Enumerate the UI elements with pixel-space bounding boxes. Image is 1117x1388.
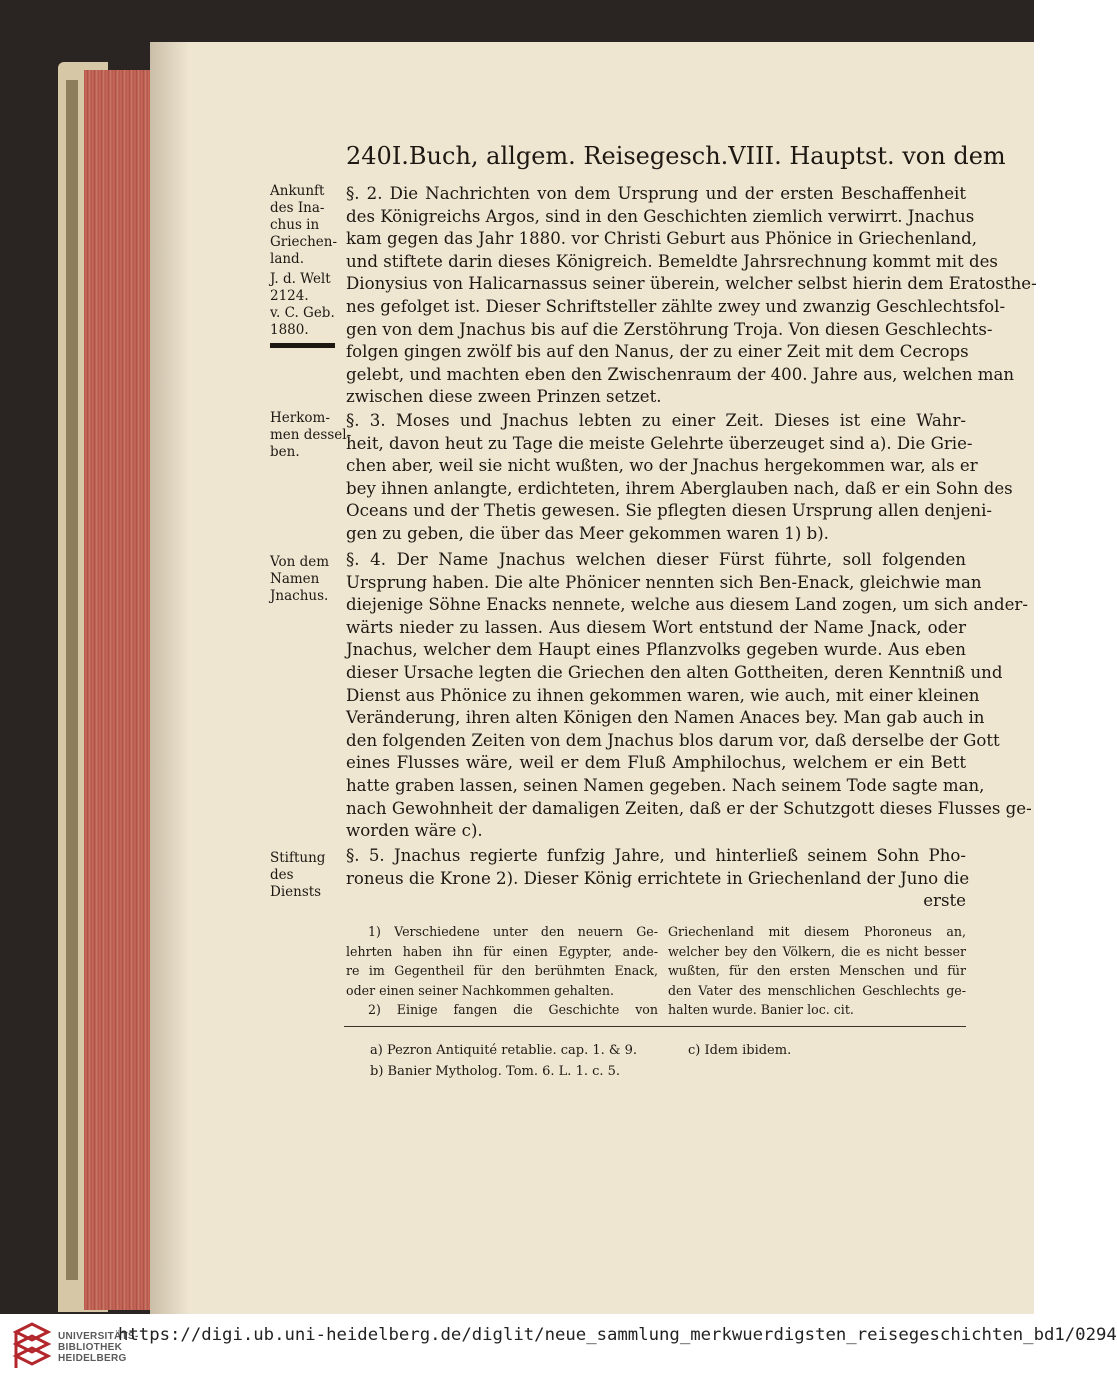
text-line: dieser Ursache legten die Griechen den alten Gottheiten, deren Kenntniß und [346, 662, 1003, 682]
text-line: wärts nieder zu lassen. Aus diesem Wort entstund der Name Jnack, oder [346, 617, 966, 637]
text-line: §. 3. Moses und Jnachus lebten zu einer Zeit. Dieses ist eine Wahr- [346, 411, 966, 430]
gutter-shadow [150, 42, 190, 1314]
text-line: §. 4. Der Name Jnachus welchen dieser Fürst führte, soll folgenden [346, 550, 966, 569]
paragraph-5 [346, 845, 970, 913]
paragraph-3 [346, 410, 1013, 546]
text-line: eines Flusses wäre, weil er dem Fluß Amphilochus, welchem er ein Bett [346, 753, 966, 773]
text-line: nach Gewohnheit der damaligen Zeiten, daß er der Schutzgott dieses Flusses ge- [346, 798, 1032, 818]
footnote-line: wußten, für den ersten Menschen und für [668, 963, 966, 978]
text-line: Oceans und der Thetis gewesen. Sie pflegten diesen Ursprung allen denjeni- [346, 501, 993, 521]
margin-line: Jnachus. [270, 588, 329, 604]
footnote-line: 2) Einige fangen die Geschichte von [368, 1002, 658, 1017]
permalink-url[interactable]: https://digi.ub.uni-heidelberg.de/diglit/neue_sammlung_merkwuerdigsten_reisegeschichten_bd1/0294 [118, 1325, 1117, 1345]
paragraph-4 [346, 549, 1032, 843]
footnote-line: welcher bey den Völkern, die es nicht besser [668, 943, 966, 959]
margin-note-herkommen [270, 410, 352, 461]
running-header [346, 142, 1006, 176]
header-chapter: VIII. Hauptst. von dem [728, 142, 1006, 170]
footnote-line: re im Gegentheil für den berühmten Enack, [346, 963, 658, 978]
margin-line: 2124. [270, 288, 309, 304]
margin-line: 1880. [270, 322, 309, 338]
text-line: chen aber, weil sie nicht wußten, wo der Jnachus hergekommen war, als er [346, 456, 978, 476]
text-line: gen von dem Jnachus bis auf die Zerstöhrung Troja. Von diesen Geschlechts- [346, 319, 993, 339]
text-line: folgen gingen zwölf bis auf den Nanus, der zu einer Zeit mit dem Cecrops [346, 342, 969, 362]
footnote-line: halten wurde. Banier loc. cit. [668, 1002, 854, 1017]
margin-note-namen [270, 554, 345, 605]
text-line: des Königreichs Argos, sind in den Geschichten ziemlich verwirrt. Jnachus [346, 206, 975, 226]
catchword: erste [923, 891, 966, 911]
reference-c: c) Idem ibidem. [688, 1043, 792, 1058]
paragraph-2 [346, 183, 1037, 409]
text-line: Veränderung, ihren alten Königen den Namen Anaces bey. Man gab auch in [346, 708, 985, 728]
margin-line: chus in [270, 217, 320, 233]
margin-line: des [270, 867, 294, 883]
reference-a: a) Pezron Antiquité retablie. cap. 1. & 9. [370, 1043, 637, 1058]
margin-rule [270, 343, 335, 348]
footnotes-left [346, 922, 658, 1020]
margin-line: Diensts [270, 884, 322, 900]
footnote-line: den Vater des menschlichen Geschlechts ge- [668, 982, 966, 998]
header-book-title: I.Buch, allgem. Reisegesch. [391, 142, 729, 170]
margin-line: J. d. Welt [270, 271, 331, 287]
library-logo-icon [10, 1322, 50, 1370]
text-line: hatte graben lassen, seinen Namen gegeben. Nach seinem Tode sagte man, [346, 775, 985, 795]
text-line: diejenige Söhne Enacks nennete, welche aus diesem Land zogen, um sich ander- [346, 595, 1028, 615]
footnote-line: 1) Verschiedene unter den neuern Ge- [368, 924, 658, 939]
text-line: kam gegen das Jahr 1880. vor Christi Geburt aus Phönice in Griechenland, [346, 229, 977, 249]
text-line: roneus die Krone 2). Dieser König errichtete in Griechenland der Juno die [346, 868, 970, 888]
page-number: 240 [346, 142, 392, 170]
footnote-line: Griechenland mit diesem Phoroneus an, [668, 924, 966, 939]
text-line: heit, davon heut zu Tage die meiste Gelehrte überzeuget sind a). Die Grie- [346, 433, 973, 453]
margin-line: Von dem [270, 554, 330, 570]
margin-line: v. C. Geb. [270, 305, 335, 321]
text-line: zwischen diese zween Prinzen setzet. [346, 387, 662, 407]
margin-line: land. [270, 251, 304, 267]
margin-line: Ankunft [270, 183, 325, 199]
library-name-line: HEIDELBERG [58, 1353, 127, 1364]
text-line: gen zu geben, die über das Meer gekommen waren 1) b). [346, 523, 829, 543]
margin-line: men dessel- [270, 427, 352, 443]
text-line: Dienst aus Phönice zu ihnen gekommen waren, wie auch, mit einer kleinen [346, 685, 980, 705]
book-spine-shadow [66, 80, 78, 1280]
text-line: bey ihnen anlangte, erdichteten, ihrem Aberglauben nach, daß er ein Sohn des [346, 478, 1013, 498]
text-line: den folgenden Zeiten von dem Jnachus blos darum vor, daß derselbe der Gott [346, 730, 1000, 750]
text-line: Jnachus, welcher dem Haupt eines Pflanzvolks gegeben wurde. Aus eben [346, 640, 966, 660]
library-name-line: BIBLIOTHEK [58, 1342, 123, 1353]
text-line: §. 2. Die Nachrichten von dem Ursprung und der ersten Beschaffenheit [346, 184, 966, 203]
text-line: worden wäre c). [346, 821, 483, 841]
margin-line: Herkom- [270, 410, 330, 426]
margin-note-stiftung [270, 850, 345, 901]
library-name-line: UNIVERSITÄTS- [58, 1331, 139, 1342]
text-line: Ursprung haben. Die alte Phönicer nennten sich Ben-Enack, gleichwie man [346, 572, 982, 592]
margin-line: Stiftung [270, 850, 326, 866]
footnote-line: lehrten haben ihn für einen Egypter, ande- [346, 943, 658, 959]
text-line: Dionysius von Halicarnassus seiner überein, welcher selbst hierin dem Eratosthe- [346, 274, 1037, 294]
margin-line: des Ina- [270, 200, 325, 216]
margin-line: ben. [270, 444, 300, 460]
margin-line: Namen [270, 571, 320, 587]
footnotes-right [668, 922, 966, 1020]
red-page-edges [84, 70, 154, 1310]
text-line: gelebt, und machten eben den Zwischenraum der 400. Jahre aus, welchen man [346, 364, 1015, 384]
reference-b: b) Banier Mytholog. Tom. 6. L. 1. c. 5. [370, 1064, 621, 1079]
text-line: §. 5. Jnachus regierte funfzig Jahre, und hinterließ seinem Sohn Pho- [346, 846, 966, 865]
footnote-separator [344, 1026, 966, 1027]
text-line: und stiftete darin dieses Königreich. Bemeldte Jahrsrechnung kommt mit des [346, 251, 998, 271]
footnote-line: oder einen seiner Nachkommen gehalten. [346, 982, 614, 998]
margin-note-ankunft [270, 183, 345, 339]
text-line: nes gefolget ist. Dieser Schriftsteller zählte zwey und zwanzig Geschlechtsfol- [346, 296, 1006, 316]
margin-line: Griechen- [270, 234, 338, 250]
